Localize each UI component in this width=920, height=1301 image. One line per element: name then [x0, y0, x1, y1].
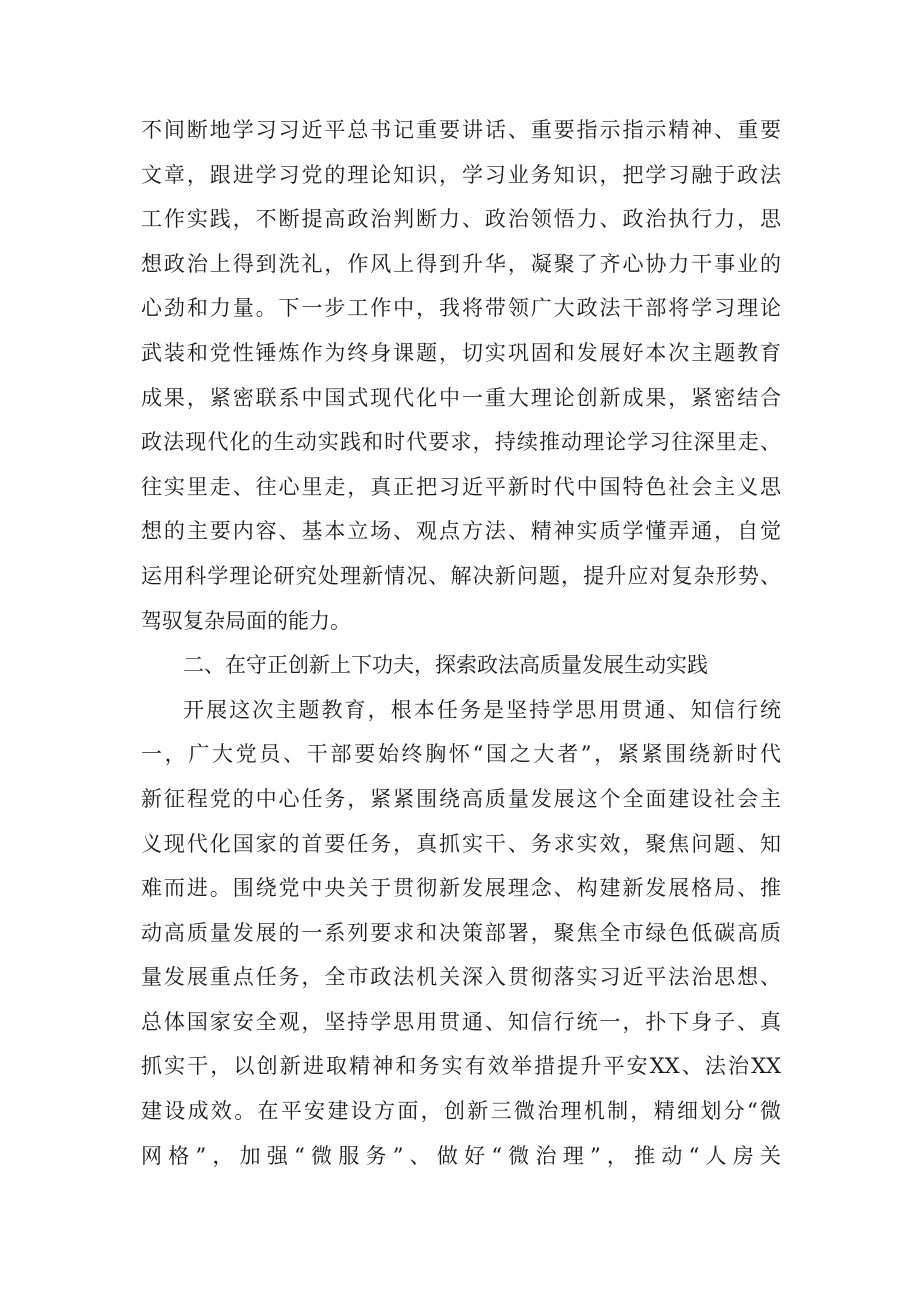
text-line: 驾驭复杂局面的能力。: [141, 608, 351, 633]
text-line: 开展这次主题教育，根本任务是坚持学思用贯通、知信行统: [183, 697, 781, 722]
text-line: 建设成效。在平安建设方面，创新三微治理机制，精细划分“微: [141, 1099, 781, 1124]
text-line: 工作实践，不断提高政治判断力、政治领悟力、政治执行力，思: [141, 207, 781, 232]
text-line: 想的主要内容、基本立场、观点方法、精神实质学懂弄通，自觉: [141, 519, 781, 544]
text-line: 武装和党性锤炼作为终身课题，切实巩固和发展好本次主题教育: [141, 340, 781, 365]
section-heading: 二、在守正创新上下功夫，探索政法高质量发展生动实践: [183, 653, 708, 678]
text-line: 成果，紧密联系中国式现代化中一重大理论创新成果，紧密结合: [141, 385, 781, 410]
text-line: 一，广大党员、干部要始终胸怀“国之大者”，紧紧围绕新时代: [141, 742, 781, 767]
text-line: 难而进。围绕党中央关于贯彻新发展理念、构建新发展格局、推: [141, 876, 781, 901]
body-text: [141, 108, 781, 1178]
text-line: 心劲和力量。下一步工作中，我将带领广大政法干部将学习理论: [141, 296, 781, 321]
text-line: 运用科学理论研究处理新情况、解决新问题，提升应对复杂形势、: [141, 563, 781, 588]
text-line: 往实里走、往心里走，真正把习近平新时代中国特色社会主义思: [141, 474, 781, 499]
text-line: 总体国家安全观，坚持学思用贯通、知信行统一，扑下身子、真: [141, 1009, 781, 1034]
text-line: 动高质量发展的一系列要求和决策部署，聚焦全市绿色低碳高质: [141, 920, 781, 945]
text-line: 新征程党的中心任务，紧紧围绕高质量发展这个全面建设社会主: [141, 786, 781, 811]
text-line: 抓实干，以创新进取精神和务实有效举措提升平安XX、法治XX: [141, 1054, 781, 1079]
text-line: 政法现代化的生动实践和时代要求，持续推动理论学习往深里走、: [141, 430, 781, 455]
text-line: 不间断地学习习近平总书记重要讲话、重要指示指示精神、重要: [141, 118, 781, 142]
text-line: 义现代化国家的首要任务，真抓实干、务求实效，聚焦问题、知: [141, 831, 781, 856]
text-line: 量发展重点任务，全市政法机关深入贯彻落实习近平法治思想、: [141, 965, 781, 990]
text-line: 想政治上得到洗礼，作风上得到升华，凝聚了齐心协力干事业的: [141, 251, 781, 276]
text-line: 网格”，加强“微服务”、做好“微治理”，推动“人房关: [141, 1143, 781, 1168]
text-line: 文章，跟进学习党的理论知识，学习业务知识，把学习融于政法: [141, 162, 781, 187]
